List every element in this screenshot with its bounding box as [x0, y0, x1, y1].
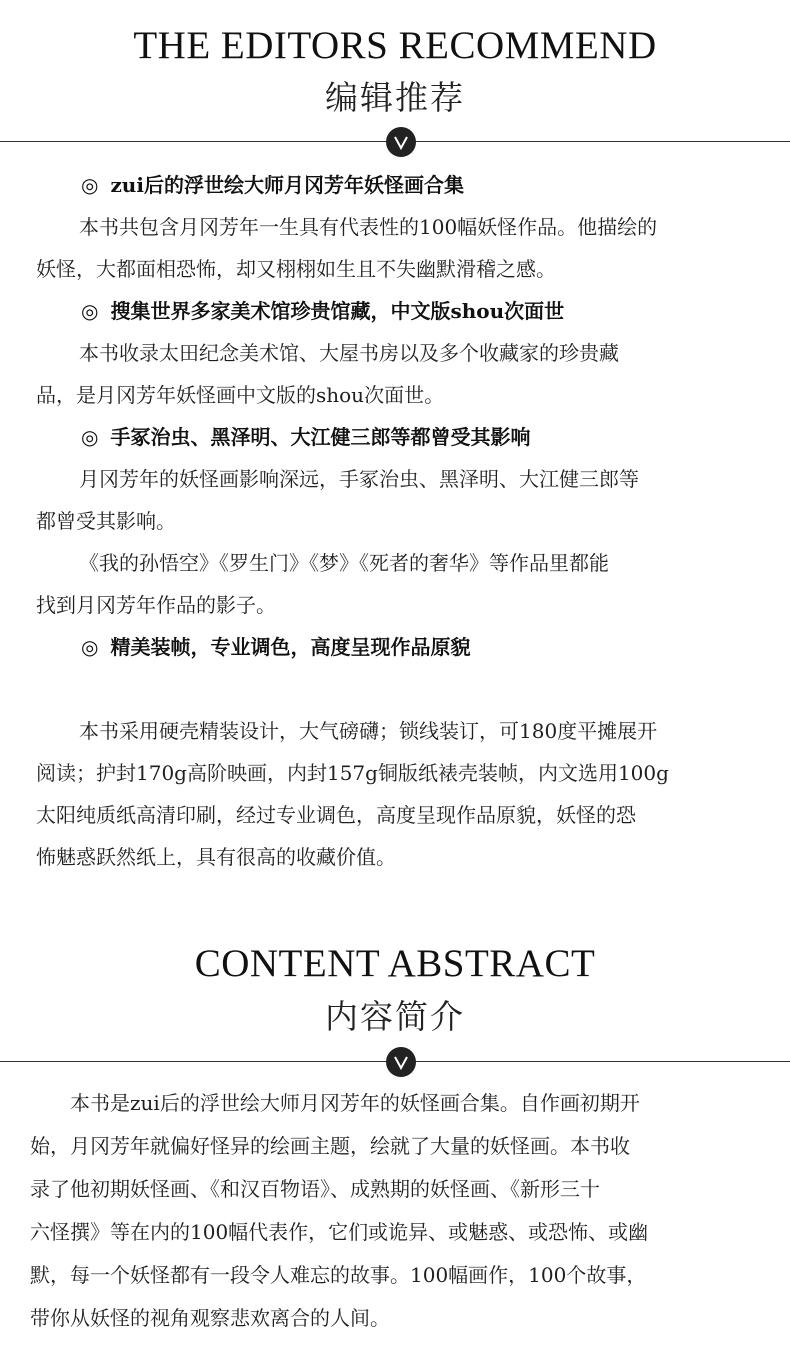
editors-title-zh: 编辑推荐	[325, 78, 465, 117]
abstract-title-en: CONTENT ABSTRACT	[194, 942, 596, 985]
editors-title-en: THE EDITORS RECOMMEND	[133, 24, 657, 67]
paragraph-line: 怖魅惑跃然纸上，具有很高的收藏价值。	[36, 845, 396, 869]
recommend-heading: ◎ zui后的浮世绘大师月冈芳年妖怪画合集	[81, 173, 464, 197]
paragraph-line: 月冈芳年的妖怪画影响深远，手冢治虫、黑泽明、大江健三郎等	[79, 467, 639, 491]
paragraph-line: 本书是zui后的浮世绘大师月冈芳年的妖怪画合集。自作画初期开	[70, 1091, 640, 1115]
paragraph-line: 妖怪，大都面相恐怖，却又栩栩如生且不失幽默滑稽之感。	[36, 257, 556, 281]
paragraph-line: 品，是月冈芳年妖怪画中文版的shou次面世。	[36, 383, 445, 407]
binding-paragraph	[36, 710, 776, 878]
abstract-title-zh: 内容简介	[325, 997, 465, 1036]
chevron-down-icon	[386, 1047, 416, 1077]
editors-content	[36, 164, 776, 668]
paragraph-line: 找到月冈芳年作品的影子。	[36, 593, 276, 617]
paragraph-line: 带你从妖怪的视角观察悲欢离合的人间。	[30, 1306, 390, 1330]
recommend-heading: ◎ 手冢治虫、黑泽明、大江健三郎等都曾受其影响	[81, 425, 531, 449]
paragraph-line: 默，每一个妖怪都有一段令人难忘的故事。100幅画作，100个故事，	[30, 1263, 647, 1287]
paragraph-line: 太阳纯质纸高清印刷，经过专业调色，高度呈现作品原貌，妖怪的恐	[36, 803, 636, 827]
paragraph-line: 六怪撰》等在内的100幅代表作，它们或诡异、或魅惑、或恐怖、或幽	[30, 1220, 649, 1244]
paragraph-line: 本书共包含月冈芳年一生具有代表性的100幅妖怪作品。他描绘的	[79, 215, 658, 239]
paragraph-line: 阅读；护封170g高阶映画，内封157g铜版纸裱壳装帧，内文选用100g	[36, 761, 669, 785]
abstract-content	[30, 1082, 780, 1340]
paragraph-line: 录了他初期妖怪画、《和汉百物语》、成熟期的妖怪画、《新形三十	[30, 1177, 600, 1201]
paragraph-line: 本书收录太田纪念美术馆、大屋书房以及多个收藏家的珍贵藏	[79, 341, 619, 365]
paragraph-line: 都曾受其影响。	[36, 509, 176, 533]
paragraph-line: 本书采用硬壳精装设计，大气磅礴；锁线装订，可180度平摊展开	[79, 719, 658, 743]
recommend-heading: ◎ 精美装帧，专业调色，高度呈现作品原貌	[81, 635, 471, 659]
paragraph-line: 《我的孙悟空》《罗生门》《梦》《死者的奢华》等作品里都能	[79, 551, 609, 575]
paragraph-line: 始，月冈芳年就偏好怪异的绘画主题，绘就了大量的妖怪画。本书收	[30, 1134, 630, 1158]
chevron-down-icon	[386, 127, 416, 157]
recommend-heading: ◎ 搜集世界多家美术馆珍贵馆藏，中文版shou次面世	[81, 299, 565, 323]
